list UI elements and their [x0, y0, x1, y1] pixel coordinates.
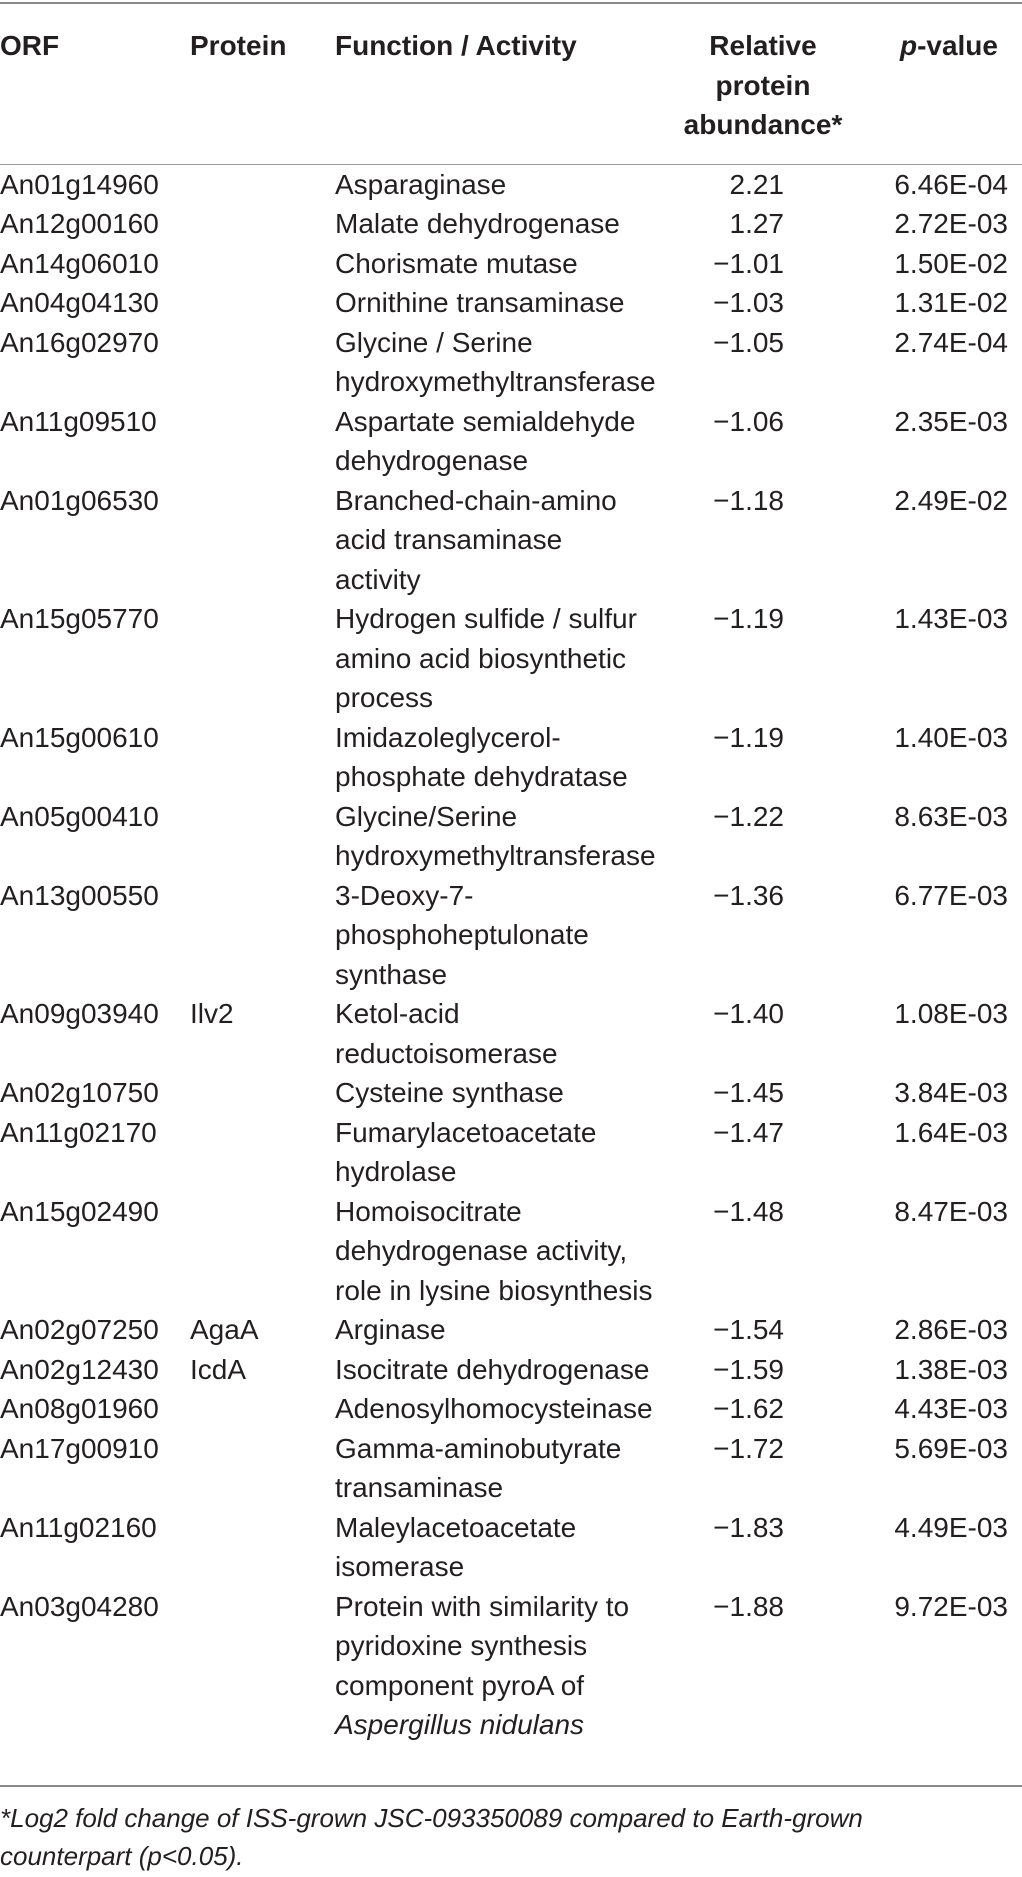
function-line: Maleylacetoacetate [335, 1511, 577, 1543]
bottom-rule [0, 1785, 1022, 1787]
function-line: synthase [335, 958, 448, 990]
function-line: Ketol-acid [335, 998, 460, 1029]
function-cell [335, 1192, 680, 1311]
protein-cell: AgaA [190, 1314, 259, 1345]
function-cell [335, 1389, 680, 1429]
abundance-cell: −1.05 [713, 326, 784, 358]
abundance-cell: −1.59 [713, 1353, 784, 1385]
abundance-cell: −1.06 [713, 405, 784, 437]
header-abundance-line2: protein [715, 69, 811, 101]
orf-cell: An09g03940 [0, 998, 159, 1029]
function-cell [335, 145, 680, 205]
function-cell [335, 481, 680, 600]
abundance-cell: −1.47 [713, 1116, 784, 1148]
function-cell [335, 1429, 680, 1508]
header-abundance-line3: abundance* [683, 109, 843, 140]
protein-cell [190, 323, 335, 402]
header-pvalue [852, 0, 1022, 145]
abundance-cell: 1.27 [729, 208, 784, 239]
function-line: hydroxymethyltransferase [335, 840, 656, 871]
pvalue-cell: 1.50E-02 [894, 247, 1008, 279]
orf-cell: An11g02160 [0, 1511, 157, 1543]
table-row [0, 1113, 1022, 1192]
table-row [0, 1350, 1022, 1390]
function-cell [335, 1508, 680, 1587]
protein-cell [190, 1389, 335, 1429]
orf-cell: An02g12430 [0, 1353, 159, 1385]
protein-cell [190, 1113, 335, 1192]
function-cell [335, 1350, 680, 1390]
function-line: Fumarylacetoacetate [335, 1116, 597, 1148]
pvalue-cell: 4.43E-03 [894, 1393, 1008, 1424]
table-row [0, 402, 1022, 481]
table-row [0, 599, 1022, 718]
orf-cell: An15g00610 [0, 721, 159, 753]
footnote-line2: counterpart (p<0.05). [0, 1841, 244, 1871]
function-line: dehydrogenase activity, [335, 1235, 628, 1266]
abundance-cell: −1.54 [713, 1314, 784, 1345]
protein-cell [190, 402, 335, 481]
protein-cell [190, 718, 335, 797]
function-cell [335, 1587, 680, 1745]
abundance-cell: −1.48 [713, 1195, 784, 1227]
function-cell [335, 1073, 680, 1113]
orf-cell: An15g02490 [0, 1195, 159, 1227]
function-line: Asparaginase [335, 168, 507, 200]
abundance-cell: −1.72 [713, 1432, 784, 1464]
orf-cell: An11g09510 [0, 405, 157, 437]
header-pvalue-rest: -value [917, 30, 998, 61]
header-abundance-line1: Relative [709, 30, 817, 61]
function-line: phosphoheptulonate [335, 919, 589, 950]
table-body [0, 145, 1022, 1745]
pvalue-cell: 2.49E-02 [894, 484, 1008, 516]
function-line: Gamma-aminobutyrate [335, 1432, 622, 1464]
function-cell [335, 1113, 680, 1192]
orf-cell: An08g01960 [0, 1393, 159, 1424]
table-row [0, 1429, 1022, 1508]
pvalue-cell: 1.40E-03 [894, 721, 1008, 753]
abundance-cell: −1.62 [713, 1393, 784, 1424]
function-line: Homoisocitrate [335, 1195, 522, 1227]
abundance-cell: −1.03 [713, 287, 784, 318]
table-row [0, 323, 1022, 402]
header-abundance [680, 0, 852, 145]
function-line: component pyroA of [335, 1669, 585, 1701]
function-line: amino acid biosynthetic [335, 642, 627, 674]
function-line: phosphate dehydratase [335, 761, 628, 792]
function-line: reductoisomerase [335, 1037, 558, 1069]
pvalue-cell: 3.84E-03 [894, 1077, 1008, 1108]
function-cell [335, 244, 680, 284]
orf-cell: An03g04280 [0, 1590, 159, 1622]
pvalue-cell: 5.69E-03 [894, 1432, 1008, 1464]
function-line: Imidazoleglycerol- [335, 721, 561, 753]
function-line: Protein with similarity to [335, 1590, 630, 1622]
function-cell [335, 797, 680, 876]
pvalue-cell: 6.46E-04 [894, 168, 1008, 200]
table-row [0, 244, 1022, 284]
header-row [0, 0, 1022, 145]
table-row [0, 145, 1022, 205]
function-cell [335, 876, 680, 995]
function-line: Glycine/Serine [335, 800, 518, 832]
table-row [0, 1389, 1022, 1429]
abundance-cell: −1.40 [713, 998, 784, 1029]
protein-cell [190, 1429, 335, 1508]
orf-cell: An12g00160 [0, 208, 159, 239]
table-row [0, 1587, 1022, 1745]
footnote-line1: *Log2 fold change of ISS-grown JSC-093350089 compared to Earth-grown [0, 1803, 863, 1833]
function-line: dehydrogenase [335, 445, 529, 476]
pvalue-cell: 1.31E-02 [894, 287, 1008, 318]
orf-cell: An01g14960 [0, 168, 159, 200]
function-line: Glycine / Serine [335, 326, 533, 358]
pvalue-cell: 2.86E-03 [894, 1314, 1008, 1345]
orf-cell: An05g00410 [0, 800, 159, 832]
function-line: Chorismate mutase [335, 247, 578, 279]
orf-cell: An14g06010 [0, 247, 159, 279]
pvalue-cell: 2.35E-03 [894, 405, 1008, 437]
protein-cell [190, 283, 335, 323]
function-line: Malate dehydrogenase [335, 208, 620, 239]
protein-cell: IcdA [190, 1353, 247, 1385]
abundance-cell: −1.18 [713, 484, 784, 516]
orf-cell: An04g04130 [0, 287, 159, 318]
pvalue-cell: 1.64E-03 [894, 1116, 1008, 1148]
function-line: Hydrogen sulfide / sulfur [335, 603, 637, 634]
protein-cell [190, 876, 335, 995]
table-row [0, 1192, 1022, 1311]
protein-cell [190, 481, 335, 600]
orf-cell: An17g00910 [0, 1432, 159, 1464]
table-footnote [0, 1799, 1000, 1875]
table-row [0, 718, 1022, 797]
function-line: hydroxymethyltransferase [335, 366, 656, 397]
orf-cell: An16g02970 [0, 326, 159, 358]
function-cell [335, 323, 680, 402]
protein-cell [190, 1192, 335, 1311]
function-cell [335, 718, 680, 797]
pvalue-cell: 1.43E-03 [894, 603, 1008, 634]
pvalue-cell: 8.63E-03 [894, 800, 1008, 832]
orf-cell: An01g06530 [0, 484, 159, 516]
function-cell [335, 599, 680, 718]
function-line: activity [335, 563, 421, 595]
function-line: Isocitrate dehydrogenase [335, 1353, 650, 1385]
pvalue-cell: 1.08E-03 [894, 998, 1008, 1029]
table-row [0, 994, 1022, 1073]
pvalue-cell: 2.72E-03 [894, 208, 1008, 239]
protein-cell [190, 1073, 335, 1113]
protein-cell [190, 244, 335, 284]
table-row [0, 1073, 1022, 1113]
function-cell [335, 994, 680, 1073]
table-row [0, 1508, 1022, 1587]
function-line: Branched-chain-amino [335, 484, 617, 516]
table-row [0, 204, 1022, 244]
protein-cell [190, 797, 335, 876]
pvalue-cell: 4.49E-03 [894, 1511, 1008, 1543]
abundance-cell: −1.45 [713, 1077, 784, 1108]
protein-cell [190, 599, 335, 718]
orf-cell: An13g00550 [0, 879, 159, 911]
function-line: Adenosylhomocysteinase [335, 1393, 653, 1424]
orf-cell: An02g07250 [0, 1314, 159, 1345]
table-row [0, 481, 1022, 600]
function-line: Arginase [335, 1314, 446, 1345]
protein-cell [190, 1587, 335, 1745]
function-line: transaminase [335, 1472, 504, 1503]
function-line: 3-Deoxy-7- [335, 879, 474, 911]
function-line: Ornithine transaminase [335, 287, 625, 318]
header-function: Function / Activity [335, 30, 577, 61]
abundance-cell: 2.21 [729, 168, 784, 200]
protein-cell [190, 145, 335, 205]
table-row [0, 876, 1022, 995]
table-row [0, 797, 1022, 876]
table-row [0, 283, 1022, 323]
abundance-cell: −1.22 [713, 800, 784, 832]
protein-cell [190, 1508, 335, 1587]
pvalue-cell: 1.38E-03 [894, 1353, 1008, 1385]
orf-cell: An15g05770 [0, 603, 159, 634]
orf-cell: An11g02170 [0, 1116, 157, 1148]
function-cell [335, 1310, 680, 1350]
pvalue-cell: 9.72E-03 [894, 1590, 1008, 1622]
function-line: isomerase [335, 1551, 465, 1582]
header-orf: ORF [0, 30, 60, 61]
function-line: pyridoxine synthesis [335, 1630, 588, 1661]
function-line-italic: Aspergillus nidulans [335, 1709, 585, 1740]
orf-cell: An02g10750 [0, 1077, 159, 1108]
pvalue-cell: 2.74E-04 [894, 326, 1008, 358]
function-line: acid transaminase [335, 524, 563, 555]
abundance-cell: −1.01 [713, 247, 784, 279]
pvalue-cell: 8.47E-03 [894, 1195, 1008, 1227]
function-cell [335, 283, 680, 323]
protein-cell [190, 204, 335, 244]
abundance-cell: −1.88 [713, 1590, 784, 1622]
abundance-cell: −1.19 [713, 603, 784, 634]
pvalue-cell: 6.77E-03 [894, 879, 1008, 911]
function-line: process [335, 682, 434, 713]
function-cell [335, 204, 680, 244]
header-protein: Protein [190, 30, 287, 61]
function-line: hydrolase [335, 1156, 457, 1187]
abundance-cell: −1.19 [713, 721, 784, 753]
abundance-cell: −1.36 [713, 879, 784, 911]
abundance-cell: −1.83 [713, 1511, 784, 1543]
protein-cell: Ilv2 [190, 998, 234, 1029]
table-row [0, 1310, 1022, 1350]
function-cell [335, 402, 680, 481]
function-line: Aspartate semialdehyde [335, 405, 636, 437]
header-pvalue-p: p [899, 30, 918, 61]
function-line: Cysteine synthase [335, 1077, 564, 1108]
function-line: role in lysine biosynthesis [335, 1274, 653, 1306]
